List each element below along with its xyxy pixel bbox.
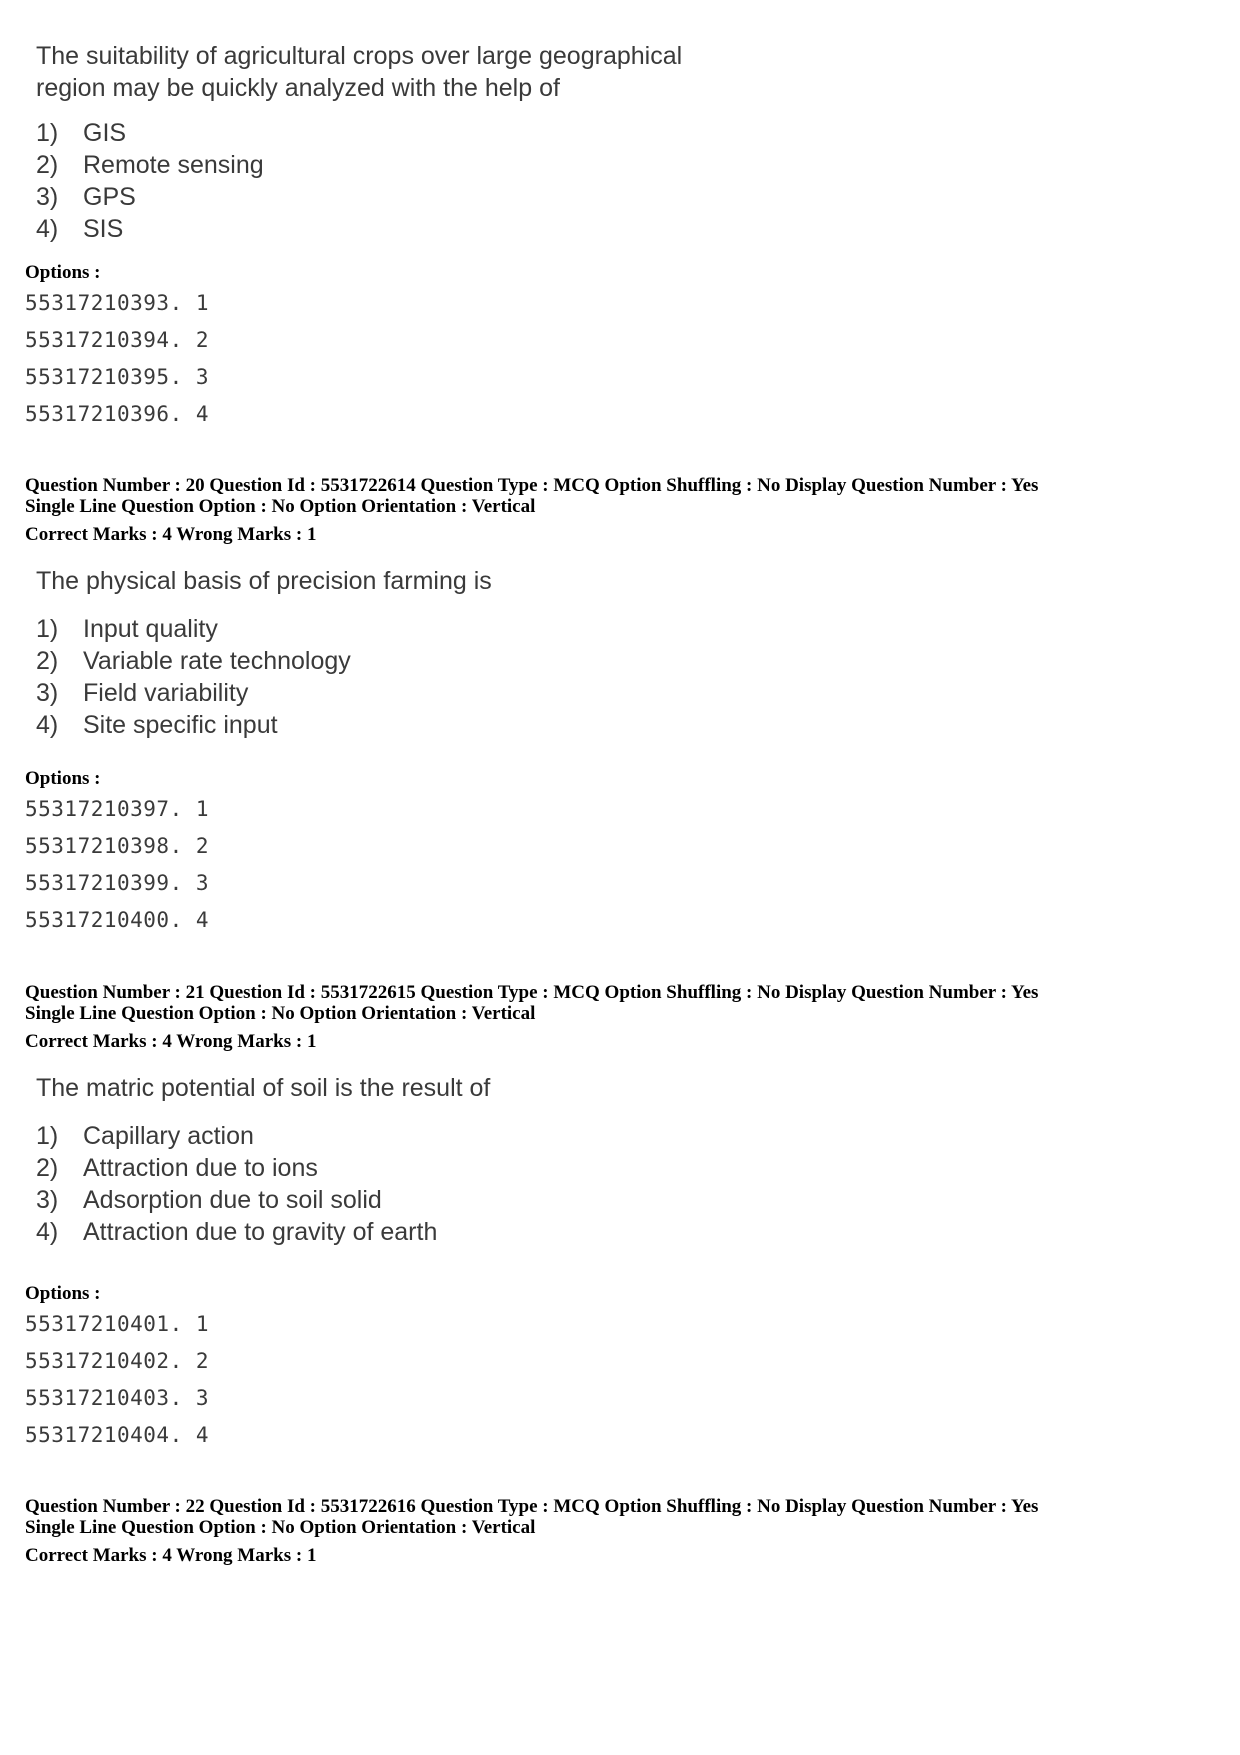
question-header-line-2: Single Line Question Option : No Option Orientation : Vertical [25, 496, 536, 517]
option-item: 55317210401. 1 [25, 1312, 210, 1336]
question-21-image [36, 1072, 490, 1248]
option-item: 55317210404. 4 [25, 1423, 210, 1447]
choice-item: 4) Site specific input [36, 711, 278, 739]
option-item: 55317210398. 2 [25, 834, 210, 858]
option-item: 55317210393. 1 [25, 291, 210, 315]
option-item: 55317210403. 3 [25, 1386, 210, 1410]
choice-item: 2) Variable rate technology [36, 647, 351, 675]
question-header-line-2: Single Line Question Option : No Option Orientation : Vertical [25, 1003, 536, 1024]
option-item: 55317210399. 3 [25, 871, 210, 895]
choice-item: 4) SIS [36, 215, 124, 243]
question-19-options [25, 262, 1225, 433]
question-21-header [25, 982, 1225, 1052]
option-item: 55317210394. 2 [25, 328, 210, 352]
question-19-stem-line-1: The suitability of agricultural crops over large geographical [36, 42, 683, 70]
question-19-choices [36, 117, 682, 245]
options-label: Options : [25, 1283, 101, 1304]
question-21-options [25, 1283, 1225, 1454]
choice-item: 3) GPS [36, 183, 136, 211]
options-list [25, 791, 1225, 939]
question-19-stem-line-2: region may be quickly analyzed with the help of [36, 74, 560, 102]
choice-item: 4) Attraction due to gravity of earth [36, 1218, 438, 1246]
choice-item: 2) Attraction due to ions [36, 1154, 318, 1182]
question-20-image [36, 565, 492, 741]
options-label: Options : [25, 262, 101, 283]
option-item: 55317210395. 3 [25, 365, 210, 389]
options-list [25, 285, 1225, 433]
option-item: 55317210402. 2 [25, 1349, 210, 1373]
question-header-line-1: Question Number : 22 Question Id : 5531722616 Question Type : MCQ Option Shuffling : No Display Question Number : Yes [25, 1496, 1039, 1517]
question-20-stem: The physical basis of precision farming is [36, 567, 492, 595]
question-20-choices [36, 613, 492, 741]
question-header-line-1: Question Number : 20 Question Id : 5531722614 Question Type : MCQ Option Shuffling : No Display Question Number : Yes [25, 475, 1039, 496]
question-19-image [36, 40, 682, 245]
options-label: Options : [25, 768, 101, 789]
question-header-line-1: Question Number : 21 Question Id : 5531722615 Question Type : MCQ Option Shuffling : No Display Question Number : Yes [25, 982, 1039, 1003]
choice-item: 2) Remote sensing [36, 151, 264, 179]
options-list [25, 1306, 1225, 1454]
question-22-header [25, 1496, 1225, 1566]
choice-item: 1) Capillary action [36, 1122, 254, 1150]
question-21-stem: The matric potential of soil is the result of [36, 1074, 491, 1102]
option-item: 55317210400. 4 [25, 908, 210, 932]
choice-item: 1) GIS [36, 119, 127, 147]
question-marks: Correct Marks : 4 Wrong Marks : 1 [25, 1031, 317, 1052]
choice-item: 3) Adsorption due to soil solid [36, 1186, 382, 1214]
question-marks: Correct Marks : 4 Wrong Marks : 1 [25, 1545, 317, 1566]
question-20-options [25, 768, 1225, 939]
question-20-header [25, 475, 1225, 545]
question-header-line-2: Single Line Question Option : No Option Orientation : Vertical [25, 1517, 536, 1538]
choice-item: 3) Field variability [36, 679, 249, 707]
question-marks: Correct Marks : 4 Wrong Marks : 1 [25, 524, 317, 545]
choice-item: 1) Input quality [36, 615, 218, 643]
question-21-choices [36, 1120, 490, 1248]
option-item: 55317210396. 4 [25, 402, 210, 426]
option-item: 55317210397. 1 [25, 797, 210, 821]
